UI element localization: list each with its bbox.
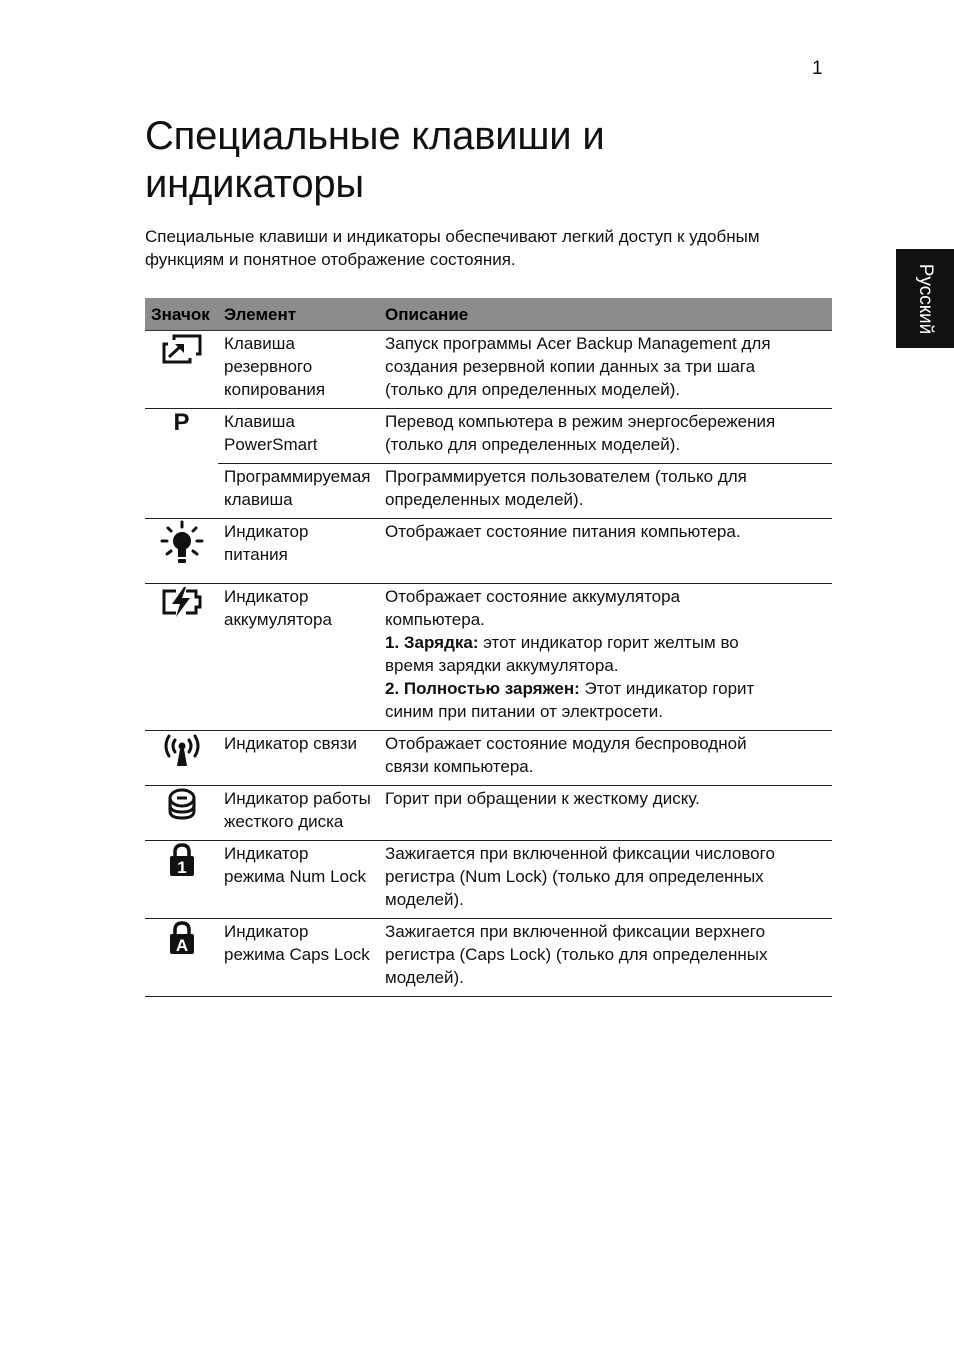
description-cell <box>379 786 832 841</box>
element-text: Клавиша <box>224 412 295 431</box>
page-title-line-1: Специальные клавиши и <box>145 114 605 158</box>
element-cell <box>218 841 379 919</box>
table-row <box>145 731 832 786</box>
element-text: режима Num Lock <box>224 867 366 886</box>
element-text: клавиша <box>224 490 293 509</box>
header-element: Элемент <box>218 298 379 331</box>
description-cell <box>379 464 832 519</box>
table-row <box>145 919 832 997</box>
description-text: регистра (Num Lock) (только для определенных <box>385 867 764 886</box>
element-text: копирования <box>224 380 326 399</box>
description-cell <box>379 519 832 584</box>
power-light-icon <box>159 520 205 568</box>
num-lock-icon <box>166 842 198 878</box>
element-text: Индикатор <box>224 844 309 863</box>
description-cell <box>379 731 832 786</box>
description-text: Программируется пользователем (только для <box>385 467 747 486</box>
element-cell <box>218 464 379 519</box>
icon-cell <box>145 409 218 519</box>
element-cell <box>218 919 379 997</box>
description-text: Горит при обращении к жесткому диску. <box>385 789 700 808</box>
table-header-row <box>145 298 832 331</box>
caps-lock-icon <box>166 920 198 956</box>
description-text: компьютера. <box>385 610 485 629</box>
icon-cell <box>145 584 218 731</box>
element-cell <box>218 786 379 841</box>
description-text: Зажигается при включенной фиксации числового <box>385 844 775 863</box>
element-cell <box>218 331 379 409</box>
icon-cell <box>145 841 218 919</box>
language-side-tab <box>896 249 954 348</box>
description-text: Отображает состояние питания компьютера. <box>385 522 741 541</box>
intro-line-2: функциям и понятное отображение состояния. <box>145 250 516 269</box>
description-cell <box>379 331 832 409</box>
intro-paragraph <box>145 225 835 271</box>
description-text: Запуск программы Acer Backup Management для <box>385 334 771 353</box>
table-row <box>145 331 832 409</box>
element-text: Индикатор <box>224 522 309 541</box>
element-text: Индикатор работы <box>224 789 371 808</box>
description-text: моделей). <box>385 890 464 909</box>
table-row <box>145 584 832 731</box>
header-description: Описание <box>379 298 832 331</box>
description-text: Перевод компьютера в режим энергосбережения <box>385 412 776 431</box>
header-icon: Значок <box>145 298 218 331</box>
description-cell <box>379 841 832 919</box>
language-side-tab-label: Русский <box>915 263 936 334</box>
element-cell <box>218 409 379 464</box>
icon-cell <box>145 519 218 584</box>
description-text: Зажигается при включенной фиксации верхнего <box>385 922 766 941</box>
element-text: Индикатор <box>224 587 309 606</box>
caps-lock-icon-letter: A <box>175 936 188 955</box>
table-row <box>145 841 832 919</box>
powersmart-p-icon: P <box>173 409 190 436</box>
charging-note-text: этот индикатор горит желтым во <box>478 633 739 652</box>
element-text: Индикатор связи <box>224 734 357 753</box>
element-cell <box>218 584 379 731</box>
page-title <box>145 112 785 208</box>
description-text: моделей). <box>385 968 464 987</box>
battery-charge-icon <box>160 585 204 619</box>
icon-cell <box>145 331 218 409</box>
num-lock-icon-letter: 1 <box>176 858 187 877</box>
element-text: Программируемая <box>224 467 371 486</box>
charged-note-label: 2. Полностью заряжен: <box>385 679 580 698</box>
description-cell <box>379 919 832 997</box>
charged-note <box>385 677 826 700</box>
icon-cell <box>145 919 218 997</box>
charged-note-text: Этот индикатор горит <box>579 679 755 698</box>
page-number: 1 <box>812 58 823 79</box>
charging-note-label: 1. Зарядка: <box>385 633 479 652</box>
element-text: жесткого диска <box>224 812 344 831</box>
icon-cell <box>145 786 218 841</box>
table-row <box>145 464 832 519</box>
description-text: (только для определенных моделей). <box>385 380 681 399</box>
description-text: определенных моделей). <box>385 490 584 509</box>
element-text: режима Caps Lock <box>224 945 370 964</box>
icon-cell <box>145 731 218 786</box>
description-text: Отображает состояние модуля беспроводной <box>385 734 747 753</box>
keys-indicators-table <box>145 298 832 997</box>
charging-note-text: время зарядки аккумулятора. <box>385 656 619 675</box>
description-text: регистра (Caps Lock) (только для определенных <box>385 945 768 964</box>
description-cell <box>379 409 832 464</box>
element-text: Клавиша <box>224 334 295 353</box>
element-text: Индикатор <box>224 922 309 941</box>
table-row <box>145 786 832 841</box>
description-text: Отображает состояние аккумулятора <box>385 587 681 606</box>
element-text: PowerSmart <box>224 435 318 454</box>
backup-key-icon <box>160 332 204 366</box>
description-text: связи компьютера. <box>385 757 534 776</box>
wireless-icon <box>160 732 204 768</box>
element-text: резервного <box>224 357 313 376</box>
element-cell <box>218 519 379 584</box>
description-cell <box>379 584 832 731</box>
charging-note <box>385 631 826 654</box>
page-title-line-2: индикаторы <box>145 162 364 206</box>
hdd-icon <box>166 787 198 821</box>
table-row <box>145 409 832 464</box>
description-text: (только для определенных моделей). <box>385 435 681 454</box>
element-cell <box>218 731 379 786</box>
element-text: питания <box>224 545 288 564</box>
element-text: аккумулятора <box>224 610 332 629</box>
description-text: создания резервной копии данных за три шага <box>385 357 756 376</box>
intro-line-1: Специальные клавиши и индикаторы обеспечивают легкий доступ к удобным <box>145 227 760 246</box>
table-row <box>145 519 832 584</box>
charged-note-text: синим при питании от электросети. <box>385 702 664 721</box>
